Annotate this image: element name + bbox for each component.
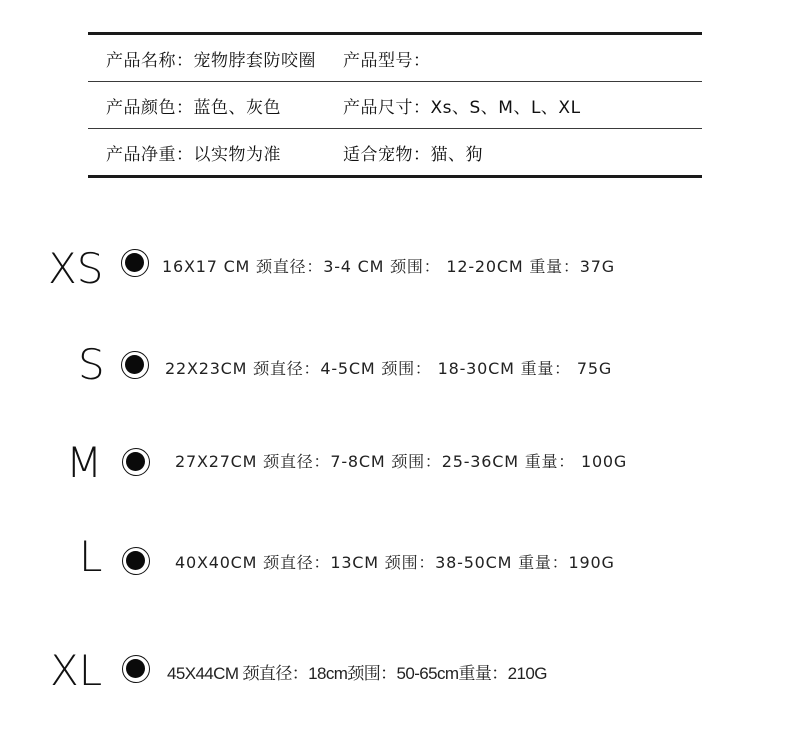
size-desc-m: 27X27CM 颈直径：7-8CM 颈围：25-36CM 重量： 100G	[175, 452, 628, 471]
product-size: 产品尺寸：Xs、S、M、L、XL	[343, 97, 581, 118]
bullet-icon	[121, 351, 149, 379]
size-label-l: L	[79, 532, 103, 581]
suitable-pets: 适合宠物：猫、狗	[343, 144, 483, 165]
size-row-s	[0, 334, 790, 394]
size-desc-s: 22X23CM 颈直径：4-5CM 颈围： 18-30CM 重量： 75G	[165, 359, 613, 378]
size-label-m: M	[66, 438, 103, 487]
size-row-xl	[0, 640, 790, 700]
product-name: 产品名称：宠物脖套防咬圈	[106, 50, 316, 71]
size-desc-xl: 45X44CM 颈直径：18cm颈围：50-65cm重量：210G	[167, 664, 547, 683]
product-model: 产品型号：	[343, 50, 431, 71]
size-row-xs	[0, 238, 790, 298]
size-label-s: S	[78, 340, 105, 389]
bullet-icon	[122, 547, 150, 575]
bullet-icon	[122, 655, 150, 683]
size-label-xs: XS	[48, 244, 104, 293]
bullet-icon	[121, 249, 149, 277]
product-color: 产品颜色：蓝色、灰色	[106, 97, 281, 118]
size-desc-xs: 16X17 CM 颈直径：3-4 CM 颈围： 12-20CM 重量：37G	[162, 257, 615, 276]
bullet-icon	[122, 448, 150, 476]
product-weight: 产品净重：以实物为准	[106, 144, 281, 165]
size-desc-l: 40X40CM 颈直径：13CM 颈围：38-50CM 重量：190G	[175, 553, 615, 572]
size-row-m	[0, 432, 790, 492]
spec-row	[88, 82, 702, 129]
spec-row	[88, 35, 702, 82]
size-row-l	[0, 530, 790, 590]
size-label-xl: XL	[50, 646, 103, 695]
spec-table	[88, 32, 702, 178]
spec-row	[88, 129, 702, 175]
